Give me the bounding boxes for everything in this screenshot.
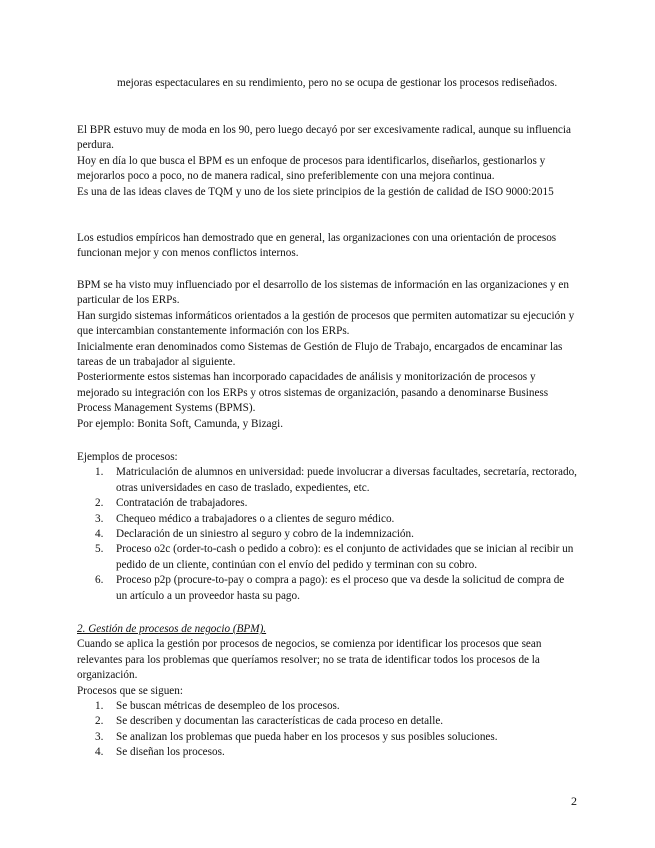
paragraph-line: Hoy en día lo que busca el BPM es un enfoque de procesos para identificarlos, diseñarlos, gestionarlos y mejorarlos poco a poco, no de manera radical, sino preferiblemente con una mejora continua. — [77, 154, 546, 183]
steps-list — [77, 699, 577, 761]
list-item: 1. Matriculación de alumnos en universidad: puede involucrar a diversas facultades, secretaría, rectorado, otras universidades en caso de traslado, expedientes, etc. — [95, 466, 577, 494]
paragraph-line: Inicialmente eran denominados como Sistemas de Gestión de Flujo de Trabajo, encargados de encaminar las tareas de un trabajador al siguiente. — [77, 340, 563, 369]
paragraph-line: BPM se ha visto muy influenciado por el desarrollo de los sistemas de información en las organizaciones y en particular de los ERPs. — [77, 279, 569, 307]
paragraph-line: Por ejemplo: Bonita Soft, Camunda, y Bizagi. — [77, 417, 284, 430]
section-paragraph: Cuando se aplica la gestión por procesos de negocios, se comienza por identificar los procesos que sean relevantes para los problemas que queríamos resolver; no se trata de identificar todos los procesos de la organización. — [77, 638, 542, 682]
continuation-text: mejoras espectaculares en su rendimiento, pero no se ocupa de gestionar los procesos rediseñados. — [117, 77, 558, 89]
examples-section — [77, 450, 577, 604]
steps-intro: Procesos que se siguen: — [77, 684, 183, 697]
section-2 — [77, 622, 577, 761]
list-item: 2. Contratación de trabajadores. — [95, 497, 248, 510]
paragraph-line: Es una de las ideas claves de TQM y uno de los siete principios de la gestión de calidad de ISO 9000:2015 — [77, 185, 554, 198]
list-item: 6. Proceso p2p (procure-to-pay o compra a pago): es el proceso que va desde la solicitud de compra de un artículo a un proveedor hasta su pago. — [95, 574, 565, 602]
bpms-paragraph — [77, 278, 577, 432]
list-item: 4. Se diseñan los procesos. — [95, 746, 225, 759]
bpr-paragraph — [77, 123, 577, 200]
list-item: 5. Proceso o2c (order-to-cash o pedido a cobro): es el conjunto de actividades que se inician al recibir un pedido de un cliente, continúan con el envío del pedido y terminan con su cobro. — [95, 543, 574, 571]
examples-list — [77, 465, 577, 604]
list-item: 3. Se analizan los problemas que pueda haber en los procesos y sus posibles soluciones. — [95, 730, 498, 743]
paragraph-line: Posteriormente estos sistemas han incorporado capacidades de análisis y monitorización de procesos y mejorado su integración con los ERPs y otros sistemas de organización, pasando a denominarse Business Process Management Systems (BPMS). — [77, 371, 549, 415]
list-item: 1. Se buscan métricas de desempleo de los procesos. — [95, 700, 340, 713]
list-item: 2. Se describen y documentan las características de cada proceso en detalle. — [95, 715, 444, 728]
examples-intro: Ejemplos de procesos: — [77, 451, 178, 463]
list-item: 4. Declaración de un siniestro al seguro y cobro de la indemnización. — [95, 528, 414, 541]
list-item: 3. Chequeo médico a trabajadores o a clientes de seguro médico. — [95, 512, 395, 525]
paragraph-line: Han surgido sistemas informáticos orientados a la gestión de procesos que permiten automatizar su ejecución y que intercambian constantemente información con los ERPs. — [77, 309, 575, 338]
page-number: 2 — [571, 794, 577, 808]
paragraph-line: El BPR estuvo muy de moda en los 90, pero luego decayó por ser excesivamente radical, aunque su influencia perdura. — [77, 124, 571, 152]
empirical-paragraph: Los estudios empíricos han demostrado que en general, las organizaciones con una orientación de procesos funcionan mejor y con menos conflictos internos. — [77, 232, 557, 260]
section-heading: 2. Gestión de procesos de negocio (BPM). — [77, 623, 267, 635]
